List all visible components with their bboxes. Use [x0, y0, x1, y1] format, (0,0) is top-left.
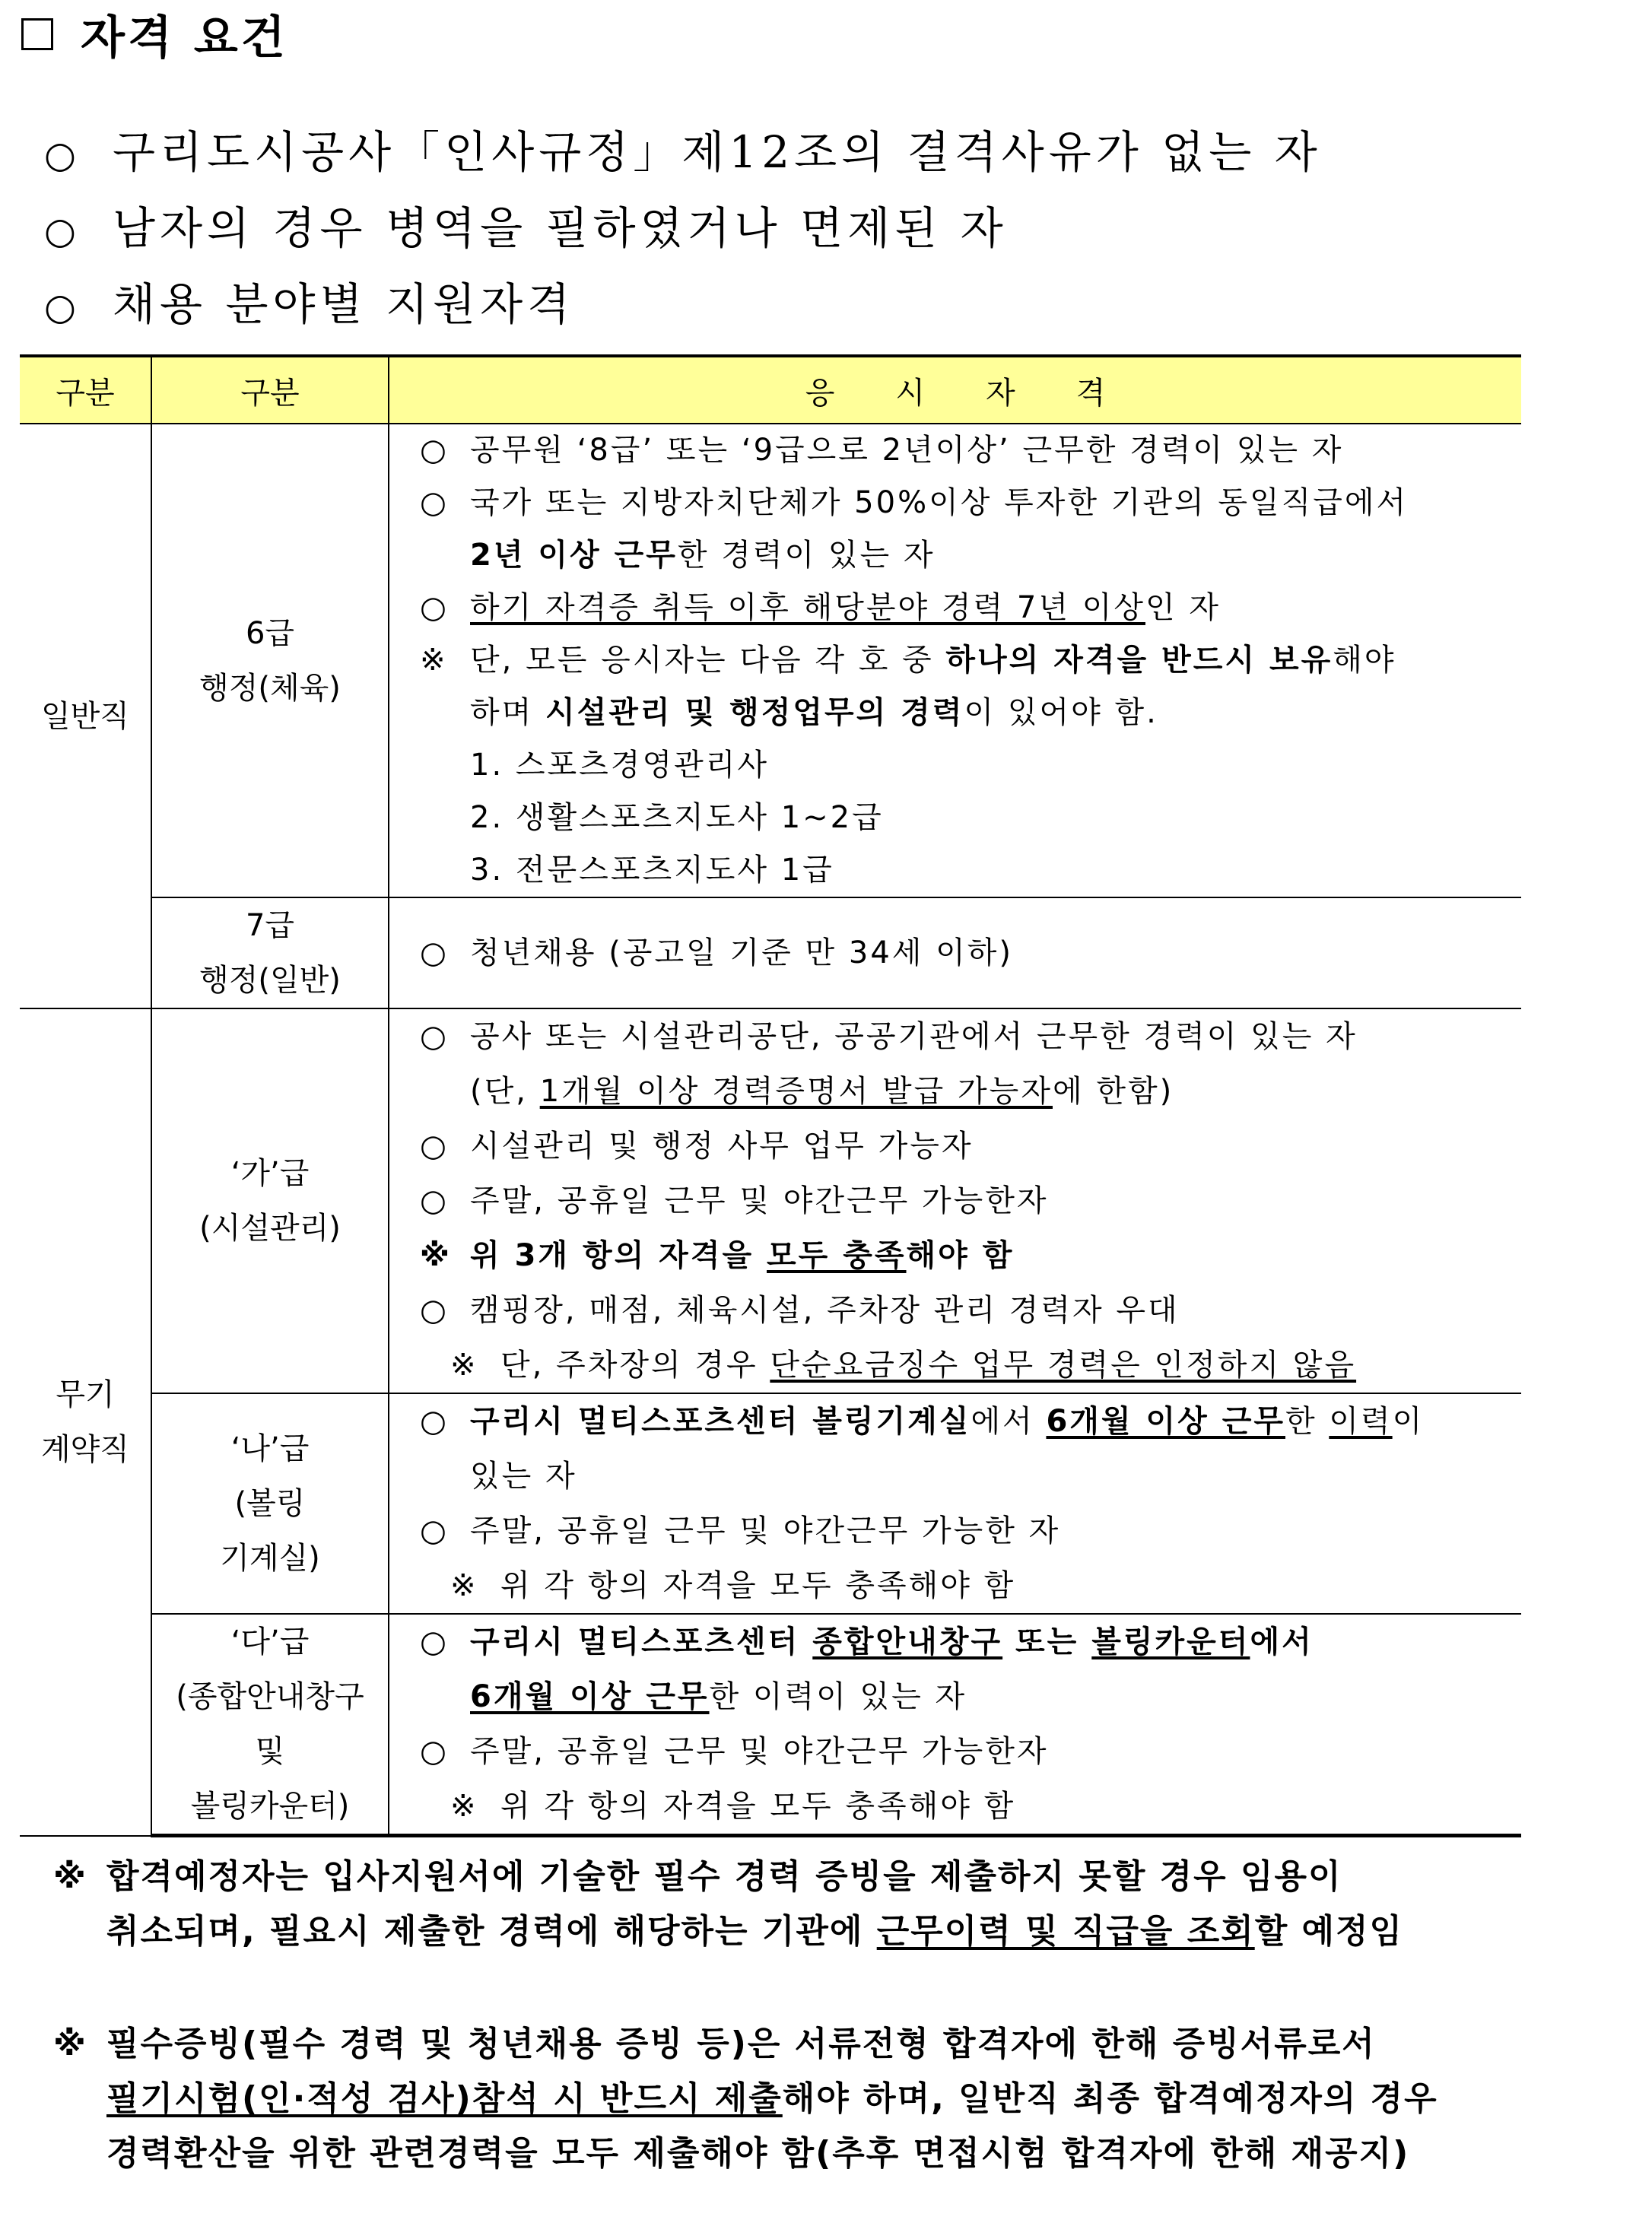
- section-heading: [21, 2, 288, 67]
- table-row: [20, 1393, 1521, 1614]
- table-header-row: [20, 356, 1521, 424]
- header-qualification: 응시자격: [389, 356, 1521, 424]
- grade-cell: ‘나’급 (볼링 기계실): [151, 1393, 389, 1614]
- category-cell: 일반직: [20, 424, 151, 1008]
- table-row: [20, 1008, 1521, 1393]
- grade-cell: 6급 행정(체육): [151, 424, 389, 897]
- header-subcategory: 구분: [151, 356, 389, 424]
- bullet-item: ○ 구리도시공사「인사규정」제12조의 결격사유가 없는 자: [44, 126, 1322, 178]
- qualification-cell: ○ 공무원 ‘8급’ 또는 ‘9급으로 2년이상’ 근무한 경력이 있는 자 ○ 국가 또는 지방자치단체가 50%이상 투자한 기관의 동일직급에서 2년 이상 근무한 경력이 있는 자 ○ 하기 자격증 취득 이후 해당분야 경력 7년 이상인 자 ※ 단, 모든 응시자는 다음 각 호 중 하나의 자격을 반드시 보유해야 하며 시설관리 및 행정업무의 경력이 있어야 함. 1. 스포츠경영관리사 2. 생활스포츠지도사 1~2급 3. 전문스포츠지도사 1급: [389, 424, 1521, 897]
- bullet-list: [44, 114, 1322, 342]
- notes-section: [53, 1850, 1620, 2239]
- table-row: [20, 897, 1521, 1008]
- grade-cell: ‘가’급 (시설관리): [151, 1008, 389, 1393]
- table-row: [20, 424, 1521, 897]
- header-category: 구분: [20, 356, 151, 424]
- qualification-cell: ○ 구리시 멀티스포츠센터 볼링기계실에서 6개월 이상 근무한 이력이 있는 자 ○ 주말, 공휴일 근무 및 야간근무 가능한 자 ※ 위 각 항의 자격을 모두 충족해야 함: [389, 1393, 1521, 1614]
- note-item: ※ 합격예정자는 입사지원서에 기술한 필수 경력 증빙을 제출하지 못할 경우 임용이 취소되며, 필요시 제출한 경력에 해당하는 기관에 근무이력 및 직급을 조회할 예정임: [53, 1857, 1404, 1951]
- category-cell: 무기 계약직: [20, 1008, 151, 1836]
- bullet-item: ○ 남자의 경우 병역을 필하였거나 면제된 자: [44, 202, 1008, 254]
- table-row: [20, 1614, 1521, 1836]
- grade-cell: 7급 행정(일반): [151, 897, 389, 1008]
- qualification-cell: ○ 구리시 멀티스포츠센터 종합안내창구 또는 볼링카운터에서 6개월 이상 근무한 이력이 있는 자 ○ 주말, 공휴일 근무 및 야간근무 가능한자 ※ 위 각 항의 자격을 모두 충족해야 함: [389, 1614, 1521, 1836]
- section-title: 자격 요건: [81, 11, 288, 65]
- qualification-cell: ○ 청년채용 (공고일 기준 만 34세 이하): [389, 897, 1521, 1008]
- note-item: ※ 필수증빙(필수 경력 및 청년채용 증빙 등)은 서류전형 합격자에 한해 증빙서류로서 필기시험(인·적성 검사)참석 시 반드시 제출해야 하며, 일반직 최종 합격예정자의 경우 경력환산을 위한 관련경력을 모두 제출해야 함(추후 면접시험 합격자에 한해 재공지): [53, 2025, 1438, 2173]
- grade-cell: ‘다’급 (종합안내창구 및 볼링카운터): [151, 1614, 389, 1836]
- checkbox-icon: [21, 18, 53, 50]
- qualification-table: [20, 354, 1521, 1837]
- qualification-cell: ○ 공사 또는 시설관리공단, 공공기관에서 근무한 경력이 있는 자 (단, 1개월 이상 경력증명서 발급 가능자에 한함) ○ 시설관리 및 행정 사무 업무 가능자 ○ 주말, 공휴일 근무 및 야간근무 가능한자 ※ 위 3개 항의 자격을 모두 충족해야 함 ○ 캠핑장, 매점, 체육시설, 주차장 관리 경력자 우대 ※ 단, 주차장의 경우 단순요금징수 업무 경력은 인정하지 않음: [389, 1008, 1521, 1393]
- bullet-item: ○ 채용 분야별 지원자격: [44, 278, 575, 330]
